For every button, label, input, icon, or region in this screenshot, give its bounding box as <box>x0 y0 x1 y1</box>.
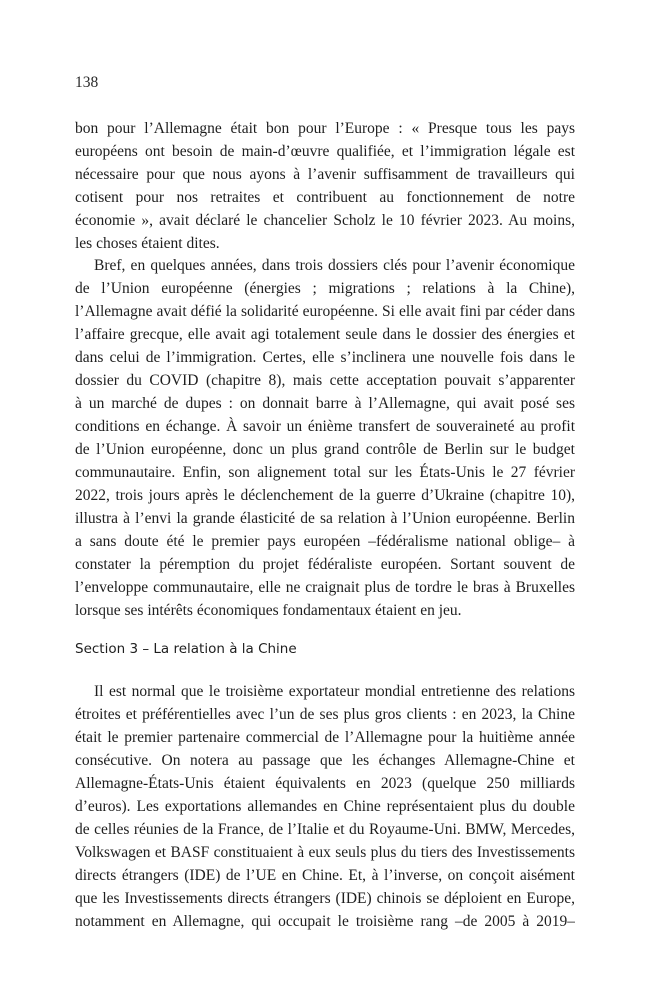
text-line: d’euros). Les exportations allemandes en Chine représentaient plus du double <box>75 798 575 815</box>
text-line: nécessaire pour que nous ayons à l’avenir suffisamment de travailleurs qui <box>75 166 575 183</box>
text-line: dans celui de l’immigration. Certes, elle s’inclinera une nouvelle fois dans le <box>75 349 575 366</box>
text-line: économie », avait déclaré le chancelier Scholz le 10 février 2023. Au moins, <box>75 212 575 229</box>
section-heading: Section 3 – La relation à la Chine <box>75 641 297 657</box>
text-line: l’enveloppe communautaire, elle ne craignait plus de tordre le bras à Bruxelles <box>75 579 575 596</box>
text-line: Bref, en quelques années, dans trois dossiers clés pour l’avenir économique <box>94 257 575 274</box>
paragraph <box>75 680 575 933</box>
text-line: à un marché de dupes : on donnait barre à l’Allemagne, qui avait posé ses <box>75 395 575 412</box>
text-line: européens ont besoin de main-d’œuvre qualifiée, et l’immigration légale est <box>75 143 575 160</box>
text-line: étroites et préférentielles avec l’un de ses plus gros clients : en 2023, la Chine <box>75 706 575 723</box>
text-line: Il est normal que le troisième exportateur mondial entretienne des relations <box>94 683 575 700</box>
text-line: notamment en Allemagne, qui occupait le troisième rang –de 2005 à 2019– <box>75 913 575 930</box>
text-line: constater la péremption du projet fédéraliste européen. Sortant souvent de <box>75 556 575 573</box>
text-line: l’Allemagne avait défié la solidarité européenne. Si elle avait fini par céder dans <box>75 303 575 320</box>
text-line: cotisent pour nos retraites et contribuent au fonctionnement de notre <box>75 189 575 206</box>
page-number: 138 <box>75 74 99 91</box>
paragraph <box>75 254 575 622</box>
text-line: illustra à l’envi la grande élasticité de sa relation à l’Union européenne. Berlin <box>75 510 575 527</box>
text-line: conditions en échange. À savoir un énième transfert de souveraineté au profit <box>75 418 575 435</box>
text-line: directs étrangers (IDE) de l’UE en Chine. Et, à l’inverse, on conçoit aisément <box>75 867 575 884</box>
text-line: de celles réunies de la France, de l’Italie et du Royaume-Uni. BMW, Mercedes, <box>75 821 575 838</box>
text-line: consécutive. On notera au passage que les échanges Allemagne-Chine et <box>75 752 575 769</box>
paragraph <box>75 117 575 255</box>
text-line: communautaire. Enfin, son alignement total sur les États-Unis le 27 février <box>75 464 575 481</box>
text-line: de l’Union européenne (énergies ; migrations ; relations à la Chine), <box>75 280 575 297</box>
text-line: les choses étaient dites. <box>75 235 220 252</box>
text-line: a sans doute été le premier pays européen –fédéralisme national oblige– à <box>75 533 575 550</box>
text-line: que les Investissements directs étrangers (IDE) chinois se déploient en Europe, <box>75 890 575 907</box>
text-line: lorsque ses intérêts économiques fondamentaux étaient en jeu. <box>75 602 462 619</box>
text-line: Allemagne-États-Unis étaient équivalents en 2023 (quelque 250 milliards <box>75 775 575 792</box>
text-line: était le premier partenaire commercial de l’Allemagne pour la huitième année <box>75 729 575 746</box>
text-line: 2022, trois jours après le déclenchement de la guerre d’Ukraine (chapitre 10), <box>75 487 575 504</box>
text-line: Volkswagen et BASF constituaient à eux seuls plus du tiers des Investissements <box>75 844 575 861</box>
text-line: l’affaire grecque, elle avait agi totalement seule dans le dossier des énergies et <box>75 326 575 343</box>
text-line: de l’Union européenne, donc un plus grand contrôle de Berlin sur le budget <box>75 441 575 458</box>
text-line: bon pour l’Allemagne était bon pour l’Europe : « Presque tous les pays <box>75 120 575 137</box>
text-line: dossier du COVID (chapitre 8), mais cette acceptation pouvait s’apparenter <box>75 372 575 389</box>
